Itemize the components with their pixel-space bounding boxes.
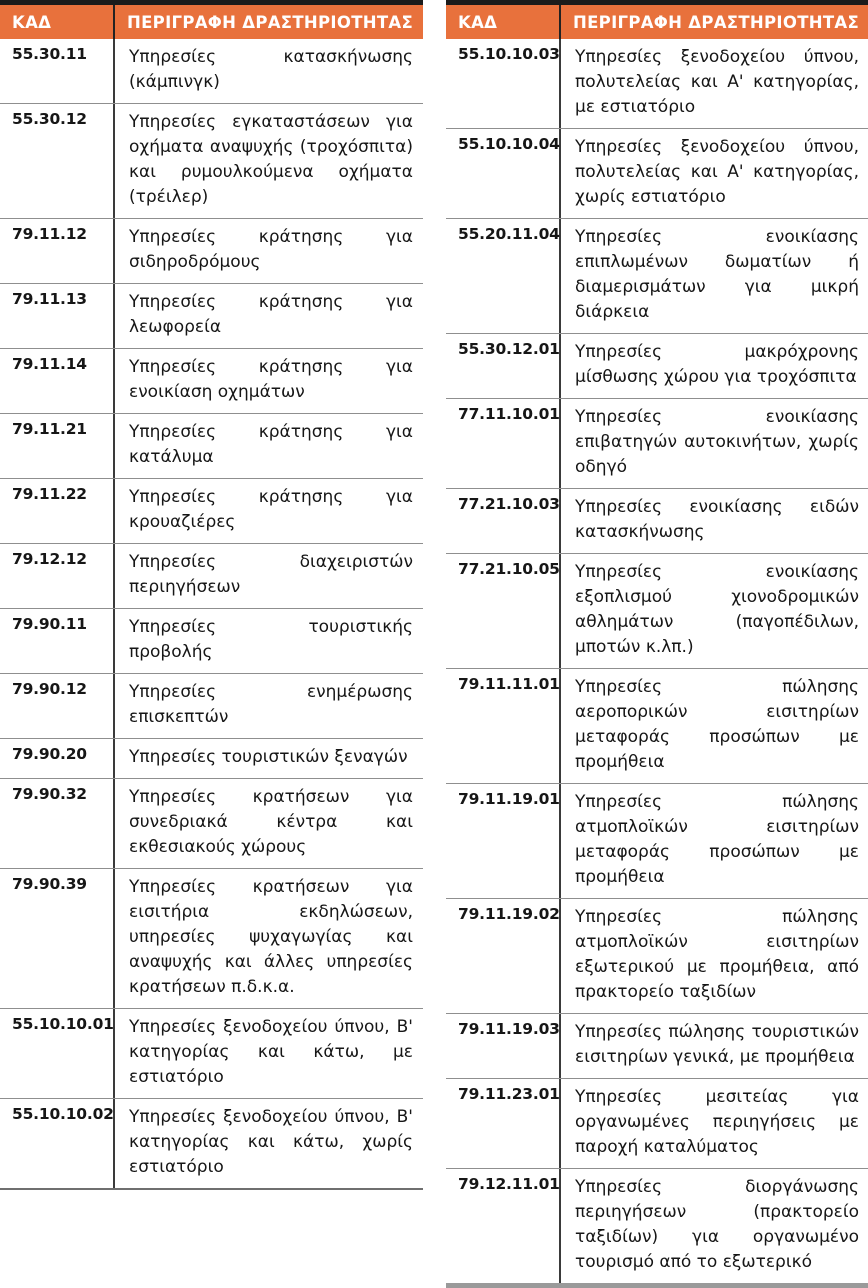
table-row	[0, 869, 423, 1009]
header-cell-activity-description: ΠΕΡΙΓΡΑΦΗ ΔΡΑΣΤΗΡΙΟΤΗΤΑΣ	[127, 13, 414, 32]
table-row	[0, 779, 423, 869]
activity-description-cell: Υπηρεσίες κράτησης για κατάλυμα	[129, 422, 413, 467]
activity-description-cell: Υπηρεσίες ενημέρωσης επισκεπτών	[129, 682, 413, 727]
table-row	[446, 1079, 868, 1169]
table-row	[446, 399, 868, 489]
activity-description-cell: Υπηρεσίες κράτησης για σιδηροδρόμους	[129, 227, 413, 272]
kad-table-right	[446, 0, 868, 1288]
kad-code-cell: 79.90.32	[0, 779, 115, 868]
kad-code-cell: 79.11.22	[0, 479, 115, 543]
activity-description-cell: Υπηρεσίες κατασκήνωσης (κάμπινγκ)	[129, 47, 413, 92]
table-row	[446, 334, 868, 399]
kad-code-cell: 55.30.11	[0, 39, 115, 103]
table-row	[446, 1014, 868, 1079]
kad-code-cell: 79.11.14	[0, 349, 115, 413]
kad-code-cell: 79.90.12	[0, 674, 115, 738]
activity-description-cell: Υπηρεσίες κράτησης για λεωφορεία	[129, 292, 413, 337]
kad-code-cell: 79.11.21	[0, 414, 115, 478]
kad-code-cell: 77.21.10.03	[446, 489, 561, 553]
table-row	[0, 544, 423, 609]
table-row	[446, 39, 868, 129]
activity-description-cell: Υπηρεσίες κρατήσεων για συνεδριακά κέντρα και εκθεσιακούς χώρους	[129, 787, 413, 857]
table-row	[0, 104, 423, 219]
kad-code-cell: 77.21.10.05	[446, 554, 561, 668]
kad-code-cell: 55.30.12	[0, 104, 115, 218]
activity-description-cell: Υπηρεσίες κράτησης για ενοικίαση οχημάτων	[129, 357, 413, 402]
activity-description-cell: Υπηρεσίες εγκαταστάσεων για οχήματα αναψυχής (τροχόσπιτα) και ρυμουλκούμενα οχήματα (τρέιλερ)	[129, 112, 413, 207]
table-row	[0, 414, 423, 479]
kad-table-left	[0, 0, 423, 1190]
table-row	[0, 219, 423, 284]
header-cell-activity-description: ΠΕΡΙΓΡΑΦΗ ΔΡΑΣΤΗΡΙΟΤΗΤΑΣ	[573, 13, 860, 32]
table-row	[446, 489, 868, 554]
kad-code-cell: 79.12.11.01	[446, 1169, 561, 1283]
activity-description-cell: Υπηρεσίες κράτησης για κρουαζιέρες	[129, 487, 413, 532]
activity-description-cell: Υπηρεσίες διαχειριστών περιηγήσεων	[129, 552, 413, 597]
table-row	[0, 674, 423, 739]
activity-description-cell: Υπηρεσίες ξενοδοχείου ύπνου, πολυτελείας και Α' κατηγορίας, χωρίς εστιατόριο	[575, 137, 859, 207]
kad-code-cell: 79.90.20	[0, 739, 115, 778]
activity-description-cell: Υπηρεσίες πώλησης αεροπορικών εισιτηρίων μεταφοράς προσώπων με προμήθεια	[575, 677, 859, 772]
activity-description-cell: Υπηρεσίες πώλησης ατμοπλοϊκών εισιτηρίων μεταφοράς προσώπων με προμήθεια	[575, 792, 859, 887]
table-row	[446, 219, 868, 334]
kad-code-cell: 55.20.11.04	[446, 219, 561, 333]
activity-description-cell: Υπηρεσίες ξενοδοχείου ύπνου, Β' κατηγορίας και κάτω, με εστιατόριο	[129, 1017, 413, 1087]
activity-description-cell: Υπηρεσίες ενοικίασης επιπλωμένων δωματίων ή διαμερισμάτων για μικρή διάρκεια	[575, 227, 859, 322]
table-row	[0, 479, 423, 544]
table-row	[0, 39, 423, 104]
kad-code-cell: 55.10.10.03	[446, 39, 561, 128]
activity-description-cell: Υπηρεσίες πώλησης ατμοπλοϊκών εισιτηρίων εξωτερικού με προμήθεια, από πρακτορείο ταξιδίων	[575, 907, 859, 1002]
kad-code-cell: 79.11.12	[0, 219, 115, 283]
activity-description-cell: Υπηρεσίες τουριστικών ξεναγών	[129, 747, 408, 767]
activity-description-cell: Υπηρεσίες ξενοδοχείου ύπνου, πολυτελείας και Α' κατηγορίας, με εστιατόριο	[575, 47, 859, 117]
activity-description-cell: Υπηρεσίες μεσιτείας για οργανωμένες περιηγήσεις με παροχή καταλύματος	[575, 1087, 859, 1157]
kad-code-cell: 79.12.12	[0, 544, 115, 608]
activity-description-cell: Υπηρεσίες διοργάνωσης περιηγήσεων (πρακτορείο ταξιδίων) για οργανωμένο τουρισμό από το εξωτερικό	[575, 1177, 859, 1272]
table-row	[0, 739, 423, 779]
kad-code-cell: 55.10.10.01	[0, 1009, 115, 1098]
activity-description-cell: Υπηρεσίες κρατήσεων για εισιτήρια εκδηλώσεων, υπηρεσίες ψυχαγωγίας και αναψυχής και άλλες υπηρεσίες κρατήσεων π.δ.κ.α.	[129, 877, 413, 997]
kad-code-cell: 79.11.11.01	[446, 669, 561, 783]
table-row	[0, 609, 423, 674]
kad-code-cell: 55.10.10.04	[446, 129, 561, 218]
header-cell-kad: ΚΑΔ	[0, 5, 115, 39]
table-row	[446, 899, 868, 1014]
activity-description-cell: Υπηρεσίες ενοικίασης επιβατηγών αυτοκινήτων, χωρίς οδηγό	[575, 407, 859, 477]
activity-description-cell: Υπηρεσίες τουριστικής προβολής	[129, 617, 413, 662]
table-row	[446, 784, 868, 899]
table-body-left	[0, 39, 423, 1188]
kad-code-cell: 79.11.23.01	[446, 1079, 561, 1168]
table-header-left	[0, 5, 423, 39]
kad-code-cell: 79.90.39	[0, 869, 115, 1008]
kad-code-cell: 79.11.19.01	[446, 784, 561, 898]
kad-code-cell: 79.11.13	[0, 284, 115, 348]
kad-code-cell: 79.11.19.02	[446, 899, 561, 1013]
table-row	[0, 349, 423, 414]
table-row	[0, 284, 423, 349]
header-cell-kad: ΚΑΔ	[446, 5, 561, 39]
table-row	[0, 1009, 423, 1099]
table-row	[0, 1099, 423, 1188]
kad-code-cell: 77.11.10.01	[446, 399, 561, 488]
kad-code-cell: 55.30.12.01	[446, 334, 561, 398]
kad-code-cell: 79.11.19.03	[446, 1014, 561, 1078]
activity-description-cell: Υπηρεσίες πώλησης τουριστικών εισιτηρίων γενικά, με προμήθεια	[575, 1022, 859, 1067]
table-body-right	[446, 39, 868, 1283]
table-row	[446, 129, 868, 219]
table-row	[446, 554, 868, 669]
table-row	[446, 1169, 868, 1283]
kad-code-cell: 79.90.11	[0, 609, 115, 673]
activity-description-cell: Υπηρεσίες μακρόχρονης μίσθωσης χώρου για τροχόσπιτα	[575, 342, 859, 387]
activity-description-cell: Υπηρεσίες ενοικίασης εξοπλισμού χιονοδρομικών αθλημάτων (παγοπέδιλων, μποτών κ.λπ.)	[575, 562, 859, 657]
kad-code-cell: 55.10.10.02	[0, 1099, 115, 1188]
activity-description-cell: Υπηρεσίες ξενοδοχείου ύπνου, Β' κατηγορίας και κάτω, χωρίς εστιατόριο	[129, 1107, 413, 1177]
table-header-right	[446, 5, 868, 39]
activity-description-cell: Υπηρεσίες ενοικίασης ειδών κατασκήνωσης	[575, 497, 859, 542]
table-row	[446, 669, 868, 784]
